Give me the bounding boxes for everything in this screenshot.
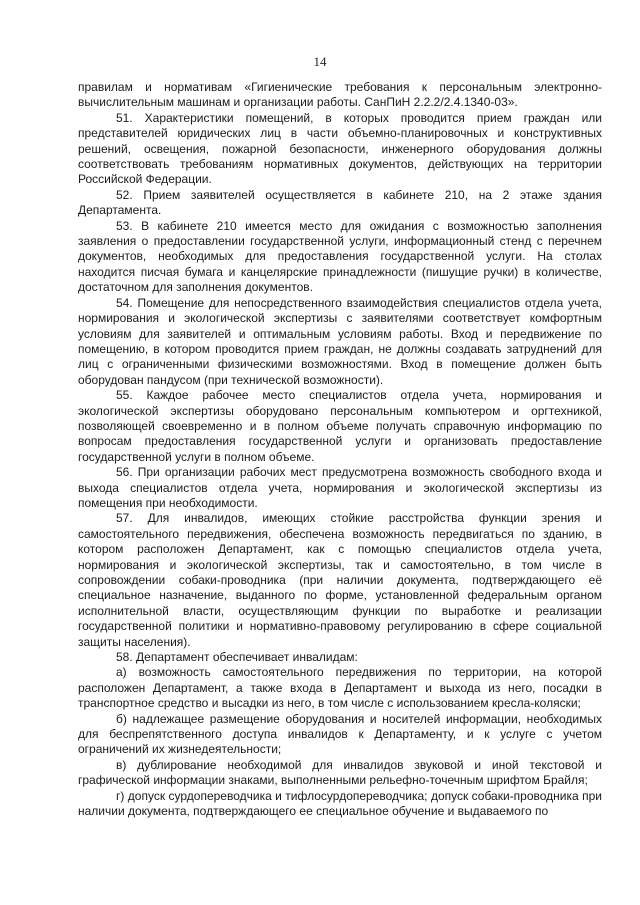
paragraph-53: 53. В кабинете 210 имеется место для ожидания с возможностью заполнения заявления о предоставлении государственной услуги, информационный стенд с перечнем документов, необходимых для предоставления государственной услуги. На столах находится писчая бумага и канцелярские принадлежности (пишущие ручки) в количестве, достаточном для заполнения документов. bbox=[78, 218, 602, 295]
paragraph-56: 56. При организации рабочих мест предусмотрена возможность свободного входа и выхода специалистов отдела учета, нормирования и экологической экспертизы из помещения при необходимости. bbox=[78, 465, 602, 510]
paragraph-58: 58. Департамент обеспечивает инвалидам: bbox=[116, 650, 358, 665]
paragraph-54: 54. Помещение для непосредственного взаимодействия специалистов отдела учета, нормирования и экологической экспертизы с заявителями соответствует комфортным условиям для заявителей и оптимальным условиям работы. Вход и передвижение по помещению, в котором проводится прием граждан, не должны создавать затруднений для лиц с ограниченными физическими возможностями. Вход в помещение должен быть оборудован пандусом (при технической возможности). bbox=[78, 295, 602, 387]
paragraph-51: 51. Характеристики помещений, в которых проводится прием граждан или представителей юридических лиц в части объемно-планировочных и конструктивных решений, освещения, пожарной безопасности, инженерного оборудования должны соответствовать требованиям нормативных документов, действующих на территории Российской Федерации. bbox=[78, 110, 602, 187]
paragraph-continuation: правилам и нормативам «Гигиенические требования к персональным электронно-вычислительным машинам и организации работы. СанПиН 2.2.2/2.4.1340-03». bbox=[78, 80, 602, 110]
paragraph-55: 55. Каждое рабочее место специалистов отдела учета, нормирования и экологической экспертизы оборудовано персональным компьютером и оргтехникой, позволяющей своевременно и в полном объеме получать справочную информацию по вопросам предоставления государственной услуги и организовать предоставление государственной услуги в полном объеме. bbox=[78, 388, 602, 464]
list-item-a: а) возможность самостоятельного передвижения по территории, на которой расположен Департамент, а также входа в Департамент и выхода из него, посадки в транспортное средство и высадки из него, в том числе с использованием кресла-коляски; bbox=[78, 665, 602, 711]
page-number: 14 bbox=[313, 54, 327, 69]
list-item-v: в) дублирование необходимой для инвалидов звуковой и иной текстовой и графической информации знаками, выполненными рельефно-точечным шрифтом Брайля; bbox=[78, 757, 602, 788]
list-item-g: г) допуск сурдопереводчика и тифлосурдопереводчика; допуск собаки-проводника при наличии документа, подтверждающего ее специальное обучение и выдаваемого по bbox=[78, 788, 602, 819]
list-item-b: б) надлежащее размещение оборудования и носителей информации, необходимых для беспрепятственного доступа инвалидов к Департаменту, и к услуге с учетом ограничений их жизнедеятельности; bbox=[78, 711, 602, 757]
paragraph-57: 57. Для инвалидов, имеющих стойкие расстройства функции зрения и самостоятельного передвижения, обеспечена возможность передвигаться по зданию, в котором расположен Департамент, как с помощью специалистов отдела учета, нормирования и экологической экспертизы, так и самостоятельно, в том числе в сопровождении собаки-проводника (при наличии документа, подтверждающего её специальное назначение, выданного по форме, установленной федеральным органом исполнительной власти, осуществляющим функции по выработке и реализации государственной политики и нормативно-правовому регулированию в сфере социальной защиты населения). bbox=[78, 511, 602, 649]
paragraph-52: 52. Прием заявителей осуществляется в кабинете 210, на 2 этаже здания Департамента. bbox=[78, 187, 602, 218]
document-body bbox=[78, 80, 602, 820]
